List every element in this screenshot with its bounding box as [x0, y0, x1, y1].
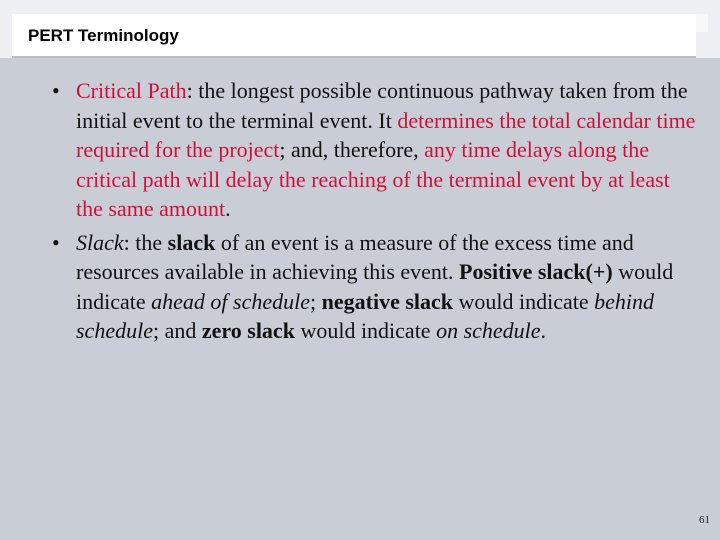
text-segment: Positive slack(+): [459, 259, 613, 284]
title-bar: [12, 14, 696, 58]
bullet-text: [76, 230, 673, 344]
term-critical-path: Critical Path: [76, 78, 187, 103]
text-segment: would indicate: [453, 288, 595, 314]
text-segment: : the longest possible continuous pathway taken from the initial event to the terminal event. It: [76, 78, 688, 133]
text-segment: would indicate: [294, 318, 437, 343]
slide-content: [50, 76, 700, 350]
text-segment: ;: [310, 288, 322, 314]
text-segment: of an event is a measure of the excess time and resources available in achieving this event.: [76, 229, 634, 284]
text-segment: ; and: [152, 318, 202, 343]
text-segment: : the: [123, 229, 168, 255]
text-segment: ; and, therefore,: [279, 137, 425, 162]
bullet-slack: [50, 228, 700, 346]
text-segment: .: [540, 318, 547, 343]
text-segment: negative slack: [321, 288, 454, 314]
text-segment: any time delays along the critical path will delay the reaching of the terminal event by at least the same amount: [76, 137, 670, 221]
text-segment: zero slack: [201, 318, 295, 343]
text-segment: ahead of schedule: [151, 288, 310, 314]
text-segment: on schedule: [436, 318, 541, 343]
text-segment: behind schedule: [76, 288, 655, 343]
bullet-critical-path: [50, 76, 700, 224]
page-number: 61: [699, 514, 710, 526]
slide-title: PERT Terminology: [28, 26, 179, 45]
title-bar-notch: [696, 14, 708, 32]
text-segment: slack: [167, 229, 216, 255]
bullet-text: [76, 78, 695, 221]
text-segment: determines the total calendar time required for the project: [76, 107, 696, 162]
bullet-icon: •: [52, 78, 60, 103]
bullet-icon: •: [52, 229, 60, 255]
text-segment: .: [225, 196, 231, 221]
term-slack: Slack: [76, 229, 124, 255]
text-segment: would indicate: [76, 259, 674, 314]
